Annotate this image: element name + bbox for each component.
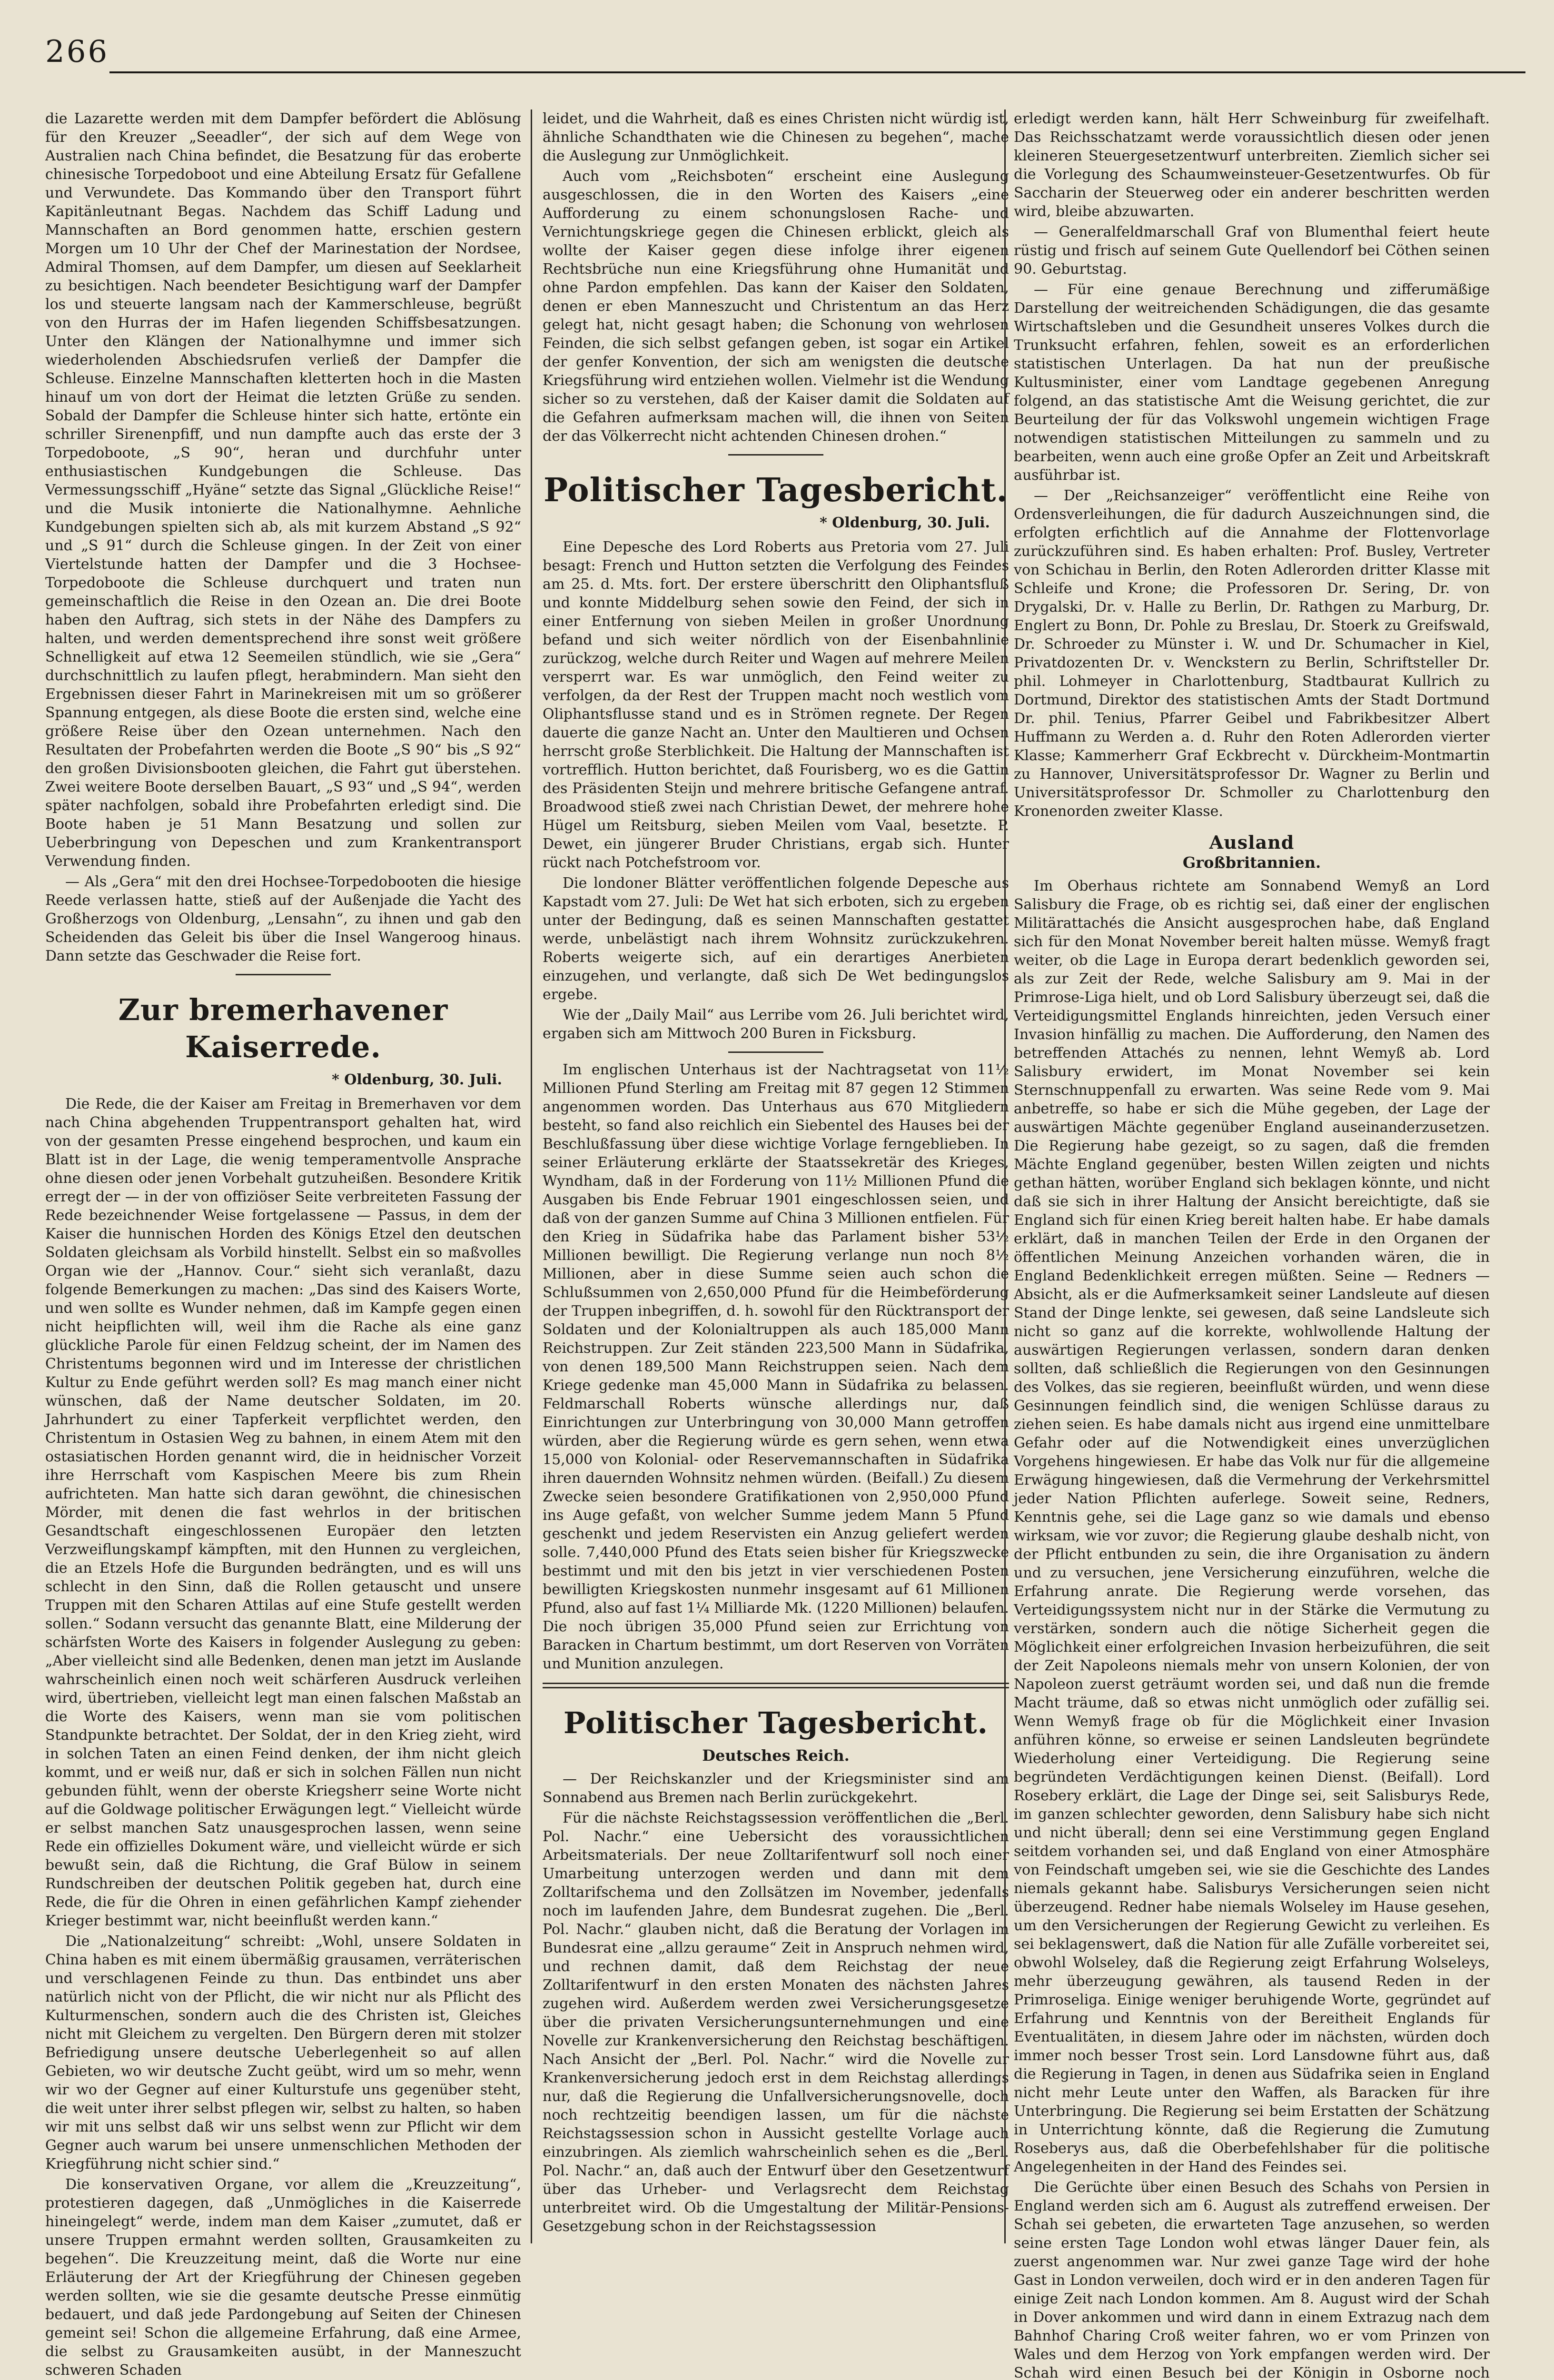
paragraph: Auch vom „Reichsboten“ erscheint eine Auslegung ausgeschlossen, die in den Worten des Kaisers „eine Aufforderung zu einem schonungslosen Rache- und Vernichtungskriege gegen die Chinesen erblickt, gleich als wollte der Kaiser gegen diese infolge ihrer eigenen Rechtsbrüche nun eine Kriegsführung ohne Humanität und ohne Pardon empfehlen. Das kann der Kaiser den Soldaten, denen er eben Manneszucht und Christentum an das Herz gelegt hat, nicht gesagt haben; die Schonung von wehrlosen Feinden, die sich selbst gefangen geben, ist sogar ein Artikel der genfer Konvention, der sich am wenigsten die deutsche Kriegsführung wird entziehen wollen. Vielmehr ist die Wendung sicher so zu verstehen, daß der Kaiser damit die Soldaten auf die Gefahren aufmerksam machen will, die ihnen von Seiten der das Völkerrecht nicht achtenden Chinesen drohen.“: [543, 168, 1009, 445]
sub-headline: Großbritannien.: [1182, 853, 1321, 872]
paragraph: — Der Reichskanzler und der Kriegsminister sind am Sonnabend aus Bremen nach Berlin zurückgekehrt.: [543, 1771, 1009, 1806]
paragraph: Die konservativen Organe, vor allem die „Kreuzzeitung“, protestieren dagegen, daß „Unmögliches in die Kaiserrede hineingelegt“ werde, indem man dem Kaiser „zumutet, daß er unsere Truppen ermahnt werden sollten, Grausamkeiten zu begehen“. Die Kreuzzeitung meint, daß die Worte nur eine Erläuterung der Art der Kriegführung der Chinesen gegeben werden sollten, wie sie die gesamte deutsche Presse einmütig bedauert, und daß jede Pardongebung auf Seiten der Chinesen gemeint sei! Schon die allgemeine Erfahrung, daß eine Armee, die selbst zu Grausamkeiten ausübt, in der Manneszucht schweren Schaden: [45, 2176, 521, 2379]
section-divider-double: [543, 1683, 1009, 1688]
paragraph: Die londoner Blätter veröffentlichen folgende Depesche aus Kapstadt vom 27. Juli: De Wet hat sich erboten, sich zu ergeben unter der Bedingung, daß es seinen Mannschaften gestattet werde, unbelästigt nach ihrem Wohnsitz zurückzukehren. Roberts weigerte sich, auf ein derartiges Anerbieten einzugehen, und verlangte, daß sich De Wet bedingungslos ergebe.: [543, 875, 1009, 1003]
paragraph: — Als „Gera“ mit den drei Hochsee-Torpedobooten die hiesige Reede verlassen hatte, stieß auf der Außenjade die Yacht des Großherzogs von Oldenburg, „Lensahn“, zu ihnen und gab den Scheidenden das Geleit bis über die Insel Wangeroog hinaus. Dann setzte das Geschwader die Reise fort.: [45, 873, 521, 964]
dateline: * Oldenburg, 30. Juli.: [820, 515, 990, 531]
article-headline: Zur bremerhavener Kaiserrede.: [118, 992, 448, 1064]
paragraph: — Generalfeldmarschall Graf von Blumenthal feiert heute rüstig und frisch auf seinem Gute Quellendorf bei Cöthen seinen 90. Geburtstag.: [1014, 224, 1490, 278]
paragraph: Die Gerüchte über einen Besuch des Schahs von Persien in England werden sich am 6. August als zutreffend erweisen. Der Schah sei gebeten, die erwarteten Tage anzusehen, so werden seine ersten Tage London wohl etwas länger Dauer fein, als zuerst angenommen war. Nur zwei ganze Tage wird der hohe Gast in London verweilen, doch wird er in den anderen Tagen für einige Zeit nach London kommen. Am 8. August wird der Schah in Dover ankommen und wird dann in einem Extrazug nach dem Bahnhof Charing Croß weiter fahren, wo er vom Prinzen von Wales und dem Herzog von York empfangen werden wird. Der Schah wird einen Besuch bei der Königin in Osborne noch: [1014, 2179, 1490, 2380]
column-2: [543, 109, 1009, 2253]
header-rule: [109, 71, 1525, 73]
section-divider: [728, 1051, 823, 1053]
paragraph: — Für eine genaue Berechnung und zifferumäßige Darstellung der weitreichenden Schädigungen, die das gesamte Wirtschaftsleben und die Gesundheit unseres Volkes durch die Trunksucht erfahren, fehlen, soweit es an erforderlichen statistischen Unterlagen. Da hat nun der preußische Kultusminister, einer vom Landtage gegebenen Anregung folgend, an das statistische Amt die Weisung gerichtet, die zur Beurteilung der für das Volkswohl ungemein wichtigen Frage notwendigen statistischen Mitteilungen zu sammeln und zu bearbeiten, wenn auch eine große Opfer an Zeit und Arbeitskraft ausführbar ist.: [1014, 281, 1490, 484]
article-headline: Politischer Tagesbericht.: [543, 471, 1009, 509]
paragraph: Wie der „Daily Mail“ aus Lerribe vom 26. Juli berichtet wird, ergaben sich am Mittwoch 200 Buren in Ficksburg.: [543, 1007, 1009, 1042]
paragraph: Eine Depesche des Lord Roberts aus Pretoria vom 27. Juli besagt: French und Hutton setzten die Verfolgung des Feindes am 25. d. Mts. fort. Der erstere überschritt den Oliphantsfluß und konnte Middelburg sehen sowie den Feind, der sich in einer Entfernung von sieben Meilen in großer Unordnung befand und sich weiter nördlich von der Eisenbahnlinie zurückzog, welche durch Reiter und Wagen auf mehrere Meilen versperrt war. Es war unmöglich, den Feind weiter zu verfolgen, da der Rest der Truppen macht noch westlich vom Oliphantsflusse stand und es in Strömen regnete. Der Regen dauerte die ganze Nacht an. Unter den Maultieren und Ochsen herrscht große Sterblichkeit. Die Haltung der Mannschaften ist vortrefflich. Hutton berichtet, daß Fourisberg, wo es die Gattin des Präsidenten Steijn und mehrere britische Gefangene antraf. Broadwood stieß zwei nach Christian Dewet, der mehrere hohe Hügel um Reitsburg, sieben Meilen vom Vaal, besetzte. P. Dewet, ein jüngerer Bruder Christians, ergab sich. Hunter rückt nach Potchefstroom vor.: [543, 539, 1009, 871]
paragraph: leidet, und die Wahrheit, daß es eines Christen nicht würdig ist, ähnliche Schandthaten wie die Chinesen zu begehen“, mache die Auslegung zur Unmöglichkeit.: [543, 110, 1009, 164]
dateline: * Oldenburg, 30. Juli.: [332, 1071, 502, 1088]
section-divider: [236, 974, 331, 975]
paragraph: Im Oberhaus richtete am Sonnabend Wemyß an Lord Salisbury die Frage, ob es richtig sei, daß einer der englischen Militärattachés die Ansicht ausgesprochen habe, daß England sich für den Monat November bereit halten müsse. Wemyß fragt weiter, ob die Lage in Europa derart bedenklich geworden sei, als zur Zeit der Rede, welche Salisbury am 9. Mai in der Primrose-Liga hielt, und ob Lord Salisbury überzeugt sei, daß die Verteidigungsmittel Englands hinreichten, jeden Versuch einer Invasion hinfällig zu machen. Die Aufforderung, den Namen des betreffenden Attachés zu nennen, lehnt Wemyß ab. Lord Salisbury erwidert, im Monat November sei kein Sternschnuppenfall zu erwarten. Was seine Rede vom 9. Mai anbetreffe, so habe er sich die Mühe gegeben, der Lage der auswärtigen Mächte gegenüber England auseinanderzusetzen. Die Regierung habe gezeigt, so zu sagen, daß die fremden Mächte England gegenüber, besten Willen zeigten und nichts gethan hätten, worüber England sich beklagen könnte, und nicht daß sie sich in ihrer Haltung der Ansicht bereichtigte, daß sie England sich für einen Krieg bereit halten habe. Er habe damals erklärt, daß in manchen Teilen der Erde in den Organen der öffentlichen Meinung Anzeichen vorhanden wären, die in England Bedenklichkeit erregen müßten. Seine — Redners — Absicht, als er die Aufmerksamkeit seiner Landsleute auf diesen Stand der Dinge lenkte, sei gewesen, daß seine Landsleute sich nicht so ganz auf die korrekte, wohlwollende Haltung der auswärtigen Regierungen verlassen, sondern daran denken sollten, daß schließlich die Regierungen von den Gesinnungen des Volkes, das sie regieren, beeinflußt würden, und wenn diese Gesinnungen feindlich sind, die wenigen Schlüsse daraus zu ziehen seien. Es habe damals nicht aus irgend eine unmittelbare Gefahr oder auf die Notwendigkeit eines unverzüglichen Vorgehens hingewiesen. Er habe das Volk nur für die allgemeine Erwägung hingewiesen, daß die Vermehrung der Verkehrsmittel jeder Nation Pflichten auferlege. Soweit seine, Redners, Kenntnis gehe, sei die Lage ganz so wie damals und ebenso wirksam, wie vor zuvor; die Regierung glaube deshalb nicht, von der Pflicht entbunden zu sein, die ihre Organisation zu ändern und zu versuchen, jene Versicherung einzuführen, welche die Erfahrung anrate. Die Regierung werde vorsehen, das Verteidigungssystem nicht nur in der Stärke die Vermutung zu verstärken, sondern auch die nötige Sicherheit gegen die Möglichkeit einer erfolgreichen Invasion herbeizuführen, die seit der Zeit Napoleons niemals mehr von unsern Kolonien, der von Napoleon zuerst geträumt worden sei, und daß nun die fremde Macht träume, daß so etwas nicht unmöglich oder zufällig sei. Wenn Wemyß frage ob für die Möglichkeit einer Invasion anführen könne, so erweise er seinen Landsleuten begründete Wiederholung einer Verteidigung. Die Regierung seine begründeten Verdächtigungen keinen Dienst. (Beifall). Lord Rosebery erklärt, die Lage der Dinge sei, seit Salisburys Rede, im ganzen schlechter geworden, denn Salisbury habe sich nicht und nicht überall; denn sei eine Verstimmung gegen England seitdem vorhanden sei, und daß England von einer Atmosphäre von Feindschaft umgeben sei, wie sie die Geschichte des Landes niemals gekannt habe. Salisburys Versicherungen seien nicht überzeugend. Redner habe niemals Wolseley im Hause gesehen, um den Versicherungen der Regierung Gewicht zu verleihen. Es sei beklagenswert, daß die Nation für alle Zufälle vorbereitet sei, obwohl Wolseley, daß die Regierung zeigt Erfahrung Wolseleys, mehr überzeugung gewähren, als tausend Reden in der Primroseliga. Einige weniger beruhigende Worte, gegründet auf Erfahrung und Kenntnis von der Bereitheit Englands für Eventualitäten, in diesem Jahre oder im nächsten, würden doch immer noch besser Trost sein. Lord Lansdowne führt aus, daß die Regierung in Tagen, in denen aus Südafrika seien in England nicht mehr Leute unter den Waffen, als Baracken für ihre Unterbringung. Die Regierung sei beim Erstatten der Schätzung in Unterrichtung könnte, daß die Regierung die Zumutung Roseberys aus, daß die Oberbefehlshaber für die politische Angelegenheiten in der Hand des Feindes sei.: [1014, 878, 1490, 2175]
paragraph: — Der „Reichsanzeiger“ veröffentlicht eine Reihe von Ordensverleihungen, die für dadurch Auszeichnungen sind, die erfolgten erfichtlich auf die Annahme der Flottenvorlage zurückzuführen sind. Es haben erhalten: Prof. Busley, Vertreter von Schichau in Berlin, den Roten Adlerorden dritter Klasse mit Schleife und Krone; die Professoren Dr. Sering, Dr. von Drygalski, Dr. v. Halle zu Berlin, Dr. Rathgen zu Marburg, Dr. Englert zu Bonn, Dr. Pohle zu Breslau, Dr. Stoerk zu Greifswald, Dr. Schroeder zu Münster i. W. und Dr. Schumacher in Kiel, Privatdozenten Dr. v. Wenckstern zu Berlin, Schriftsteller Dr. phil. Lohmeyer in Charlottenburg, Stadtbaurat Kullrich zu Dortmund, Direktor des statistischen Amts der Stadt Dortmund Dr. phil. Tenius, Pfarrer Geibel und Fabrikbesitzer Albert Huffmann zu Werden a. d. Ruhr den Roten Adlerorden vierter Klasse; Kammerherr Graf Eckbrecht v. Dürckheim-Montmartin zu Hannover, Universitätsprofessor Dr. Wagner zu Berlin und Universitätsprofessor Dr. Schmoller zu Charlottenburg den Kronenorden zweiter Klasse.: [1014, 487, 1490, 820]
paragraph: Die „Nationalzeitung“ schreibt: „Wohl, unsere Soldaten in China haben es mit einem übermäßig grausamen, verräterischen und verschlagenen Feinde zu thun. Das entbindet uns aber natürlich nicht von der Pflicht, die wir nicht nur als Pflicht des Kulturmenschen, sondern auch die des Christen ist, Gleiches nicht mit Gleichem zu vergelten. Den Bürgern deren mit stolzer Befriedigung unsere deutsche Ueberlegenheit so auf allen Gebieten, wo wir deutsche Zucht geübt, wird um so mehr, wenn wir wo der Gegner auf einer Kulturstufe uns gegenüber steht, die weit unter ihrer selbst pflegen wir, selbst zu halten, so haben wir mit uns selbst daß wir uns selbst wenn zur Pflicht wir dem Gegner auch warum bei unsere unmenschlichen Methoden der Kriegführung nicht schier sind.“: [45, 1933, 521, 2172]
paragraph: Im englischen Unterhaus ist der Nachtragsetat von 11½ Millionen Pfund Sterling am Freitag mit 87 gegen 12 Stimmen angenommen worden. Das Unterhaus aus 670 Mitgliedern besteht, so fand also reichlich ein Siebentel des Hauses bei der Beschlußfassung über diese wichtige Vorlage ferngeblieben. In seiner Erläuterung erklärte der Staatssekretär des Krieges, Wyndham, daß in der Forderung von 11½ Millionen Pfund die Ausgaben bis Ende Februar 1901 eingeschlossen seien, und daß von der ganzen Summe auf China 3 Millionen entfielen. Für den Krieg in Südafrika habe das Parlament bisher 53½ Millionen bewilligt. Die Regierung verlange nun noch 8½ Millionen, aber in diese Summe seien auch schon die Schlußsummen von 2,650,000 Pfund für die Heimbeförderung der Truppen inbegriffen, d. h. sowohl für den Rücktransport der Soldaten und der Kolonialtruppen als auch 185,000 Mann Reichstruppen. Zur Zeit ständen 223,500 Mann in Südafrika, von denen 189,500 Mann Reichstruppen seien. Nach dem Kriege gedenke man 45,000 Mann in Südafrika zu belassen. Feldmarschall Roberts wünsche allerdings nur, daß Einrichtungen zur Unterbringung von 30,000 Mann getroffen würden, aber die Regierung würde es gern sehen, wenn etwa 15,000 von Kolonial- oder Reservemannschaften in Südafrika ihren dauernden Wohnsitz nehmen würden. (Beifall.) Zu diesem Zwecke seien besondere Gratifikationen von 2,950,000 Pfund ins Auge gefaßt, von welcher Summe jedem Mann 5 Pfund geschenkt und jedem Reservisten ein Anzug geliefert werden solle. 7,440,000 Pfund des Etats seien bisher für Kriegszwecke bestimmt und mit den bis jetzt in vier verschiedenen Posten bewilligten Kriegskosten nunmehr insgesamt auf 61 Millionen Pfund, also auf fast 1¼ Milliarde Mk. (1220 Millionen) belaufen. Die noch übrigen 35,000 Pfund seien zur Errichtung von Baracken in Chartum bestimmt, um dort Reserven von Vorräten und Munition anzulegen.: [543, 1061, 1009, 1672]
article-headline: Politischer Tagesbericht.: [563, 1706, 989, 1740]
sub-headline: Deutsches Reich.: [702, 1746, 850, 1765]
page-number: 266: [45, 34, 109, 69]
paragraph: die Lazarette werden mit dem Dampfer befördert die Ablösung für den Kreuzer „Seeadler“, der sich auf dem Wege von Australien nach China befindet, die Besatzung für das eroberte chinesische Torpedoboot und eine Abteilung Ersatz für Gefallene und Verwundete. Das Kommando über den Transport führt Kapitänleutnant Begas. Nachdem das Schiff Ladung und Mannschaften an Bord genommen hatte, erschien gestern Morgen um 10 Uhr der Chef der Marinestation der Nordsee, Admiral Thomsen, auf dem Dampfer, um diesen auf Seeklarheit zu besichtigen. Nach beendeter Besichtigung warf der Dampfer los und steuerte langsam nach der Kammerschleuse, begrüßt von den Hurras der im Hafen liegenden Schiffsbesatzungen. Unter den Klängen der Nationalhymne und immer sich wiederholenden Abschiedsrufen verließ der Dampfer die Schleuse. Einzelne Mannschaften kletterten hoch in die Masten hinauf um von dort der Heimat die letzten Grüße zu senden. Sobald der Dampfer die Schleuse hinter sich hatte, ertönte ein schriller Sirenenpfiff, und nun dampfte auch das erste der 3 Torpedoboote, „S 90“, heran und durchfuhr unter enthusiastischen Kundgebungen die Schleuse. Das Vermessungsschiff „Hyäne“ setzte das Signal „Glückliche Reise!“ und die Musik intonierte die Nationalhymne. Aehnliche Kundgebungen spielten sich ab, als mit kurzem Abstand „S 92“ und „S 91“ durch die Schleuse gingen. In der Zeit von einer Viertelstunde hatten der Dampfer und die 3 Hochsee-Torpedoboote die Schleuse durchquert und traten nun gemeinschaftlich die Reise in den Ozean an. Die drei Boote haben den Auftrag, sich stets in der Nähe des Dampfers zu halten, und werden dementsprechend ihre sonst weit größere Schnelligkeit auf etwa 12 Seemeilen stündlich, wie sie „Gera“ durchschnittlich zu laufen pflegt, herabmindern. Man sieht den Ergebnissen dieser Fahrt in Marinekreisen mit um so größerer Spannung entgegen, als diese Boote die ersten sind, welche eine größere Reise über den Ozean unternehmen. Nach den Resultaten der Probefahrten werden die Boote „S 90“ bis „S 92“ den großen Divisionsbooten gleichen, die Fahrt gut überstehen. Zwei weitere Boote derselben Bauart, „S 93“ und „S 94“, werden später nachfolgen, sobald ihre Probefahrten erledigt sind. Die Boote haben je 51 Mann Besatzung und sollen zur Ueberbringung von Depeschen und zum Krankentransport Verwendung finden.: [45, 110, 521, 870]
section-headline: Ausland: [1209, 832, 1295, 853]
column-divider-1: [531, 109, 532, 2243]
section-divider: [728, 454, 823, 456]
paragraph: Für die nächste Reichstagssession veröffentlichen die „Berl. Pol. Nachr.“ eine Uebersicht des voraussichtlichen Arbeitsmaterials. Der neue Zolltarifentwurf soll noch einer Umarbeitung unterzogen werden und dann mit dem Zolltarifschema und den Zollsätzen im November, jedenfalls noch im laufenden Jahre, dem Bundesrat zugehen. Die „Berl. Pol. Nachr.“ glauben nicht, daß die Beratung der Vorlagen im Bundesrat eine „allzu geraume“ Zeit in Anspruch nehmen wird, und rechnen damit, daß dem Reichstag der neue Zolltarifentwurf in den ersten Monaten des nächsten Jahres zugehen wird. Außerdem werden zwei Versicherungsgesetze über die privaten Versicherungsunternehmungen und eine Novelle zur Krankenversicherung den Reichstag beschäftigen. Nach Ansicht der „Berl. Pol. Nachr.“ wird die Novelle zur Krankenversicherung jedoch erst in dem Reichstag allerdings nur, daß die Regierung die Unfallversicherungsnovelle, doch noch rechtzeitig beendigen lassen, um für die nächste Reichstagssession schon in Aussicht gestellte Vorlage auch einzubringen. Als ziemlich wahrscheinlich sehen es die „Berl. Pol. Nachr.“ an, daß auch der Entwurf über den Gesetzentwurf über das Urheber- und Verlagsrecht dem Reichstag unterbreitet wird. Ob die Umgestaltung der Militär-Pensions-Gesetzgebung schon in der Reichstagssession: [543, 1810, 1009, 2235]
column-3: [1014, 109, 1490, 2380]
paragraph: erledigt werden kann, hält Herr Schweinburg für zweifelhaft. Das Reichsschatzamt werde voraussichtlich diesen oder jenen kleineren Steuergesetzentwurf unterbreiten. Ziemlich sicher sei die Vorlegung des Schaumweinsteuer-Gesetzentwurfes. Ob für Saccharin der Steuerweg oder ein anderer beschritten werden wird, bleibe abzuwarten.: [1014, 110, 1490, 220]
column-1: [45, 109, 521, 2379]
paragraph: Die Rede, die der Kaiser am Freitag in Bremerhaven vor dem nach China abgehenden Truppentransport gehalten hat, wird von der gesamten Presse eingehend besprochen, und kaum ein Blatt ist in der Lage, die wenig temperamentvolle Ansprache ohne diesen oder jenen Vorbehalt gutzuheißen. Besondere Kritik erregt der — in der von offiziöser Seite verbreiteten Fassung der Rede bezeichnender Weise fortgelassene — Passus, in dem der Kaiser die hunnischen Horden des Königs Etzel den deutschen Soldaten gleichsam als Vorbild hinstellt. Selbst ein so maßvolles Organ wie der „Hannov. Cour.“ sieht sich veranlaßt, dazu folgende Bemerkungen zu machen: „Das sind des Kaisers Worte, und wen sollte es Wunder nehmen, daß im Kampfe gegen einen nicht heipflichten will, weil ihm die Rache als eine ganz glückliche Parole für einen Feldzug scheint, der im Namen des Christentums begonnen wird und im Interesse der christlichen Kultur zu Ende geführt werden soll? Es mag manch einer nicht wünschen, daß der Name deutscher Soldaten, im 20. Jahrhundert zu einer Tapferkeit verpflichtet werden, den Christentum in Ostasien Weg zu bahnen, in einem Atem mit den ostasiatischen Horden genannt wird, die in heidnischer Vorzeit ihre Herrschaft vom Kaspischen Meere bis zum Rhein aufrichteten. Man hatte sich daran gewöhnt, die chinesischen Mörder, mit denen die fast wehrlos in der britischen Gesandtschaft eingeschlossenen Europäer den letzten Verzweiflungskampf kämpften, mit den Hunnen zu vergleichen, die an Etzels Hofe die Burgunden bedrängten, und es will uns schlecht in den Sinn, daß die Rollen getauscht und unsere Truppen mit den Scharen Attilas auf eine Stufe gestellt werden sollen.“ Sodann versucht das genannte Blatt, eine Milderung der schärfsten Worte des Kaisers in folgender Auslegung zu geben: „Aber vielleicht sind alle Bedenken, denen man jetzt im Auslande wahrscheinlich einen noch weit schärferen Ausdruck verleihen wird, übertrieben, vielleicht legt man einen falschen Maßstab an die Worte des Kaisers, wenn man sie vom politischen Standpunkte betrachtet. Der Soldat, der in den Krieg zieht, wird in solchen Taten an einen Feind denken, der ihm nicht gleich kommt, und er weiß nur, daß er sich in solchen Fällen nun nicht gebunden fühlt, wenn der oberste Kriegsherr seine Worte nicht auf die Goldwage politischer Erwägungen legt.“ Vielleicht würde er selbst manchen Satz unausgesprochen lassen, wenn seine Rede ein offizielles Dokument wäre, und vielleicht würde er sich bewußt sein, daß die Richtung, die Graf Bülow in seinem Rundschreiben der deutschen Politik gegeben hat, durch eine Rede, die für die Ohren in einen gefährlichen Kampf ziehender Krieger bestimmt war, nicht beeinflußt werden kann.“: [45, 1096, 521, 1929]
